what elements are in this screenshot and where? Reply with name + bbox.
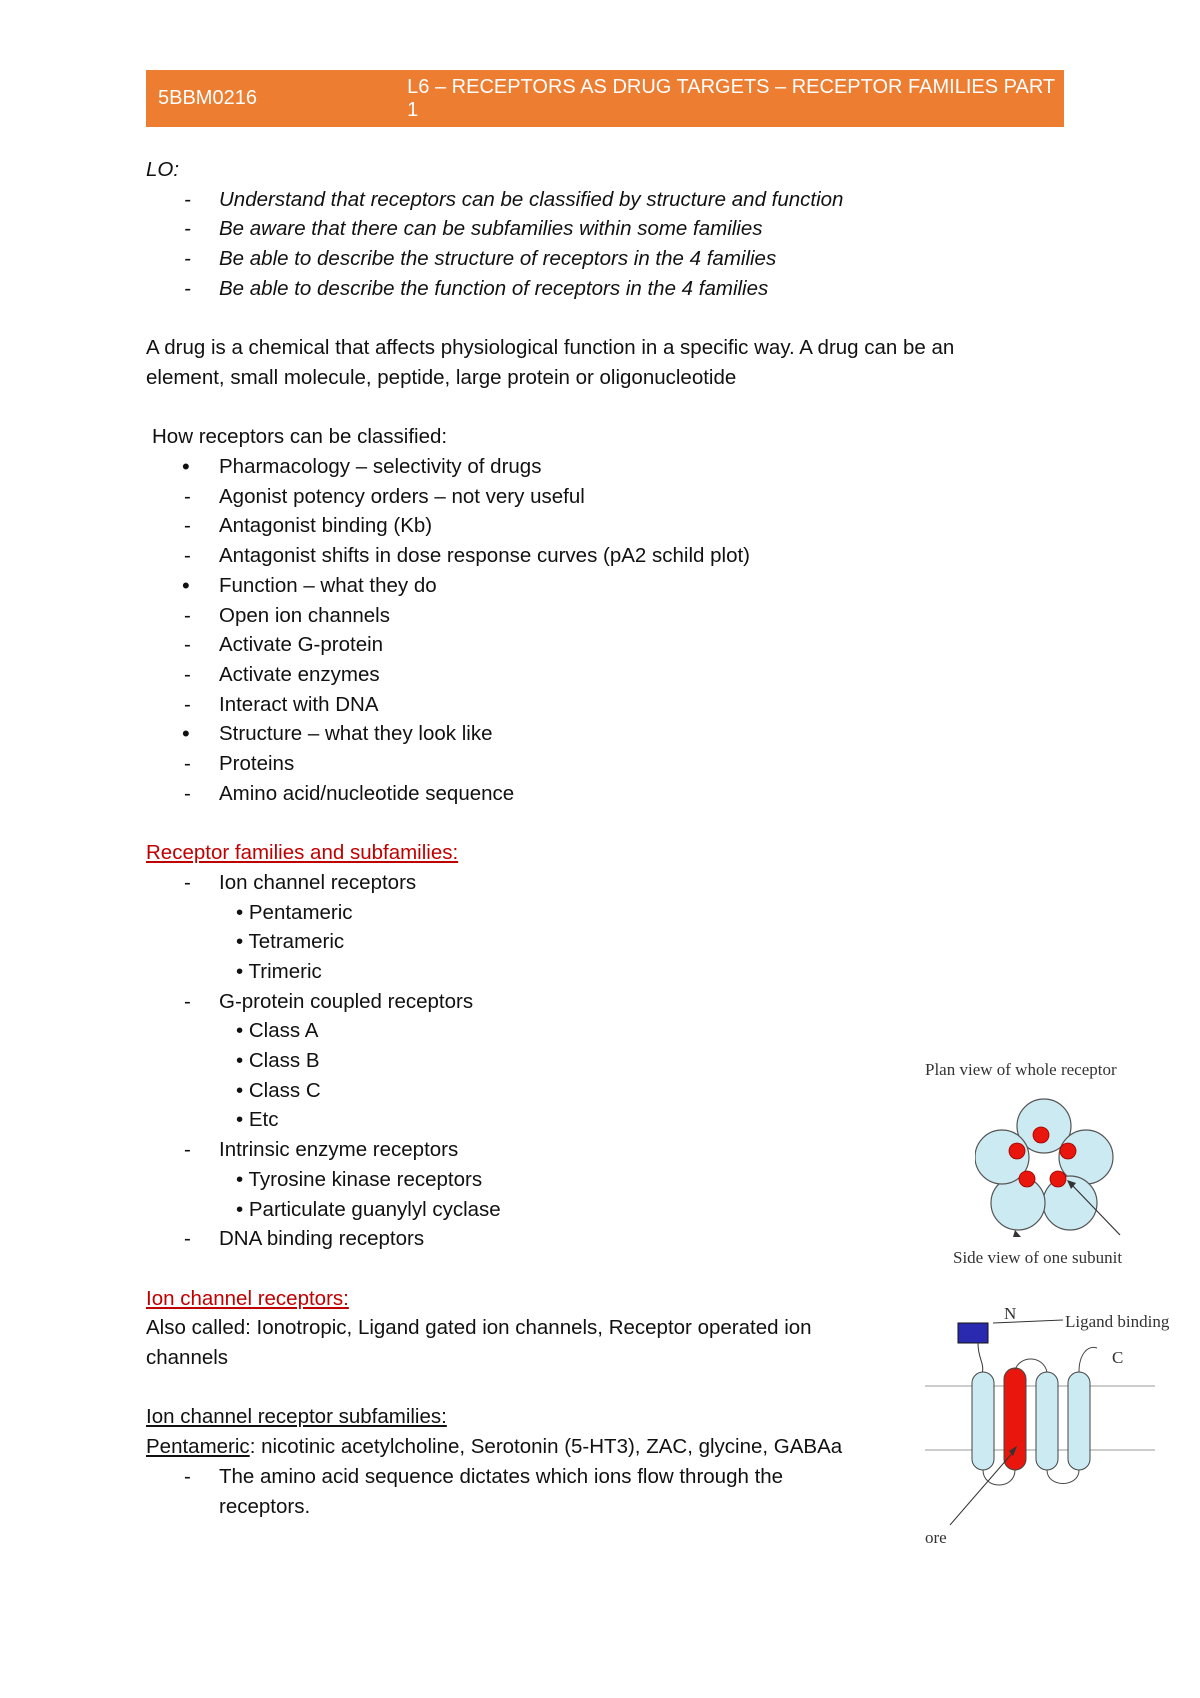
classification-subitem: - Proteins [184, 752, 295, 776]
ion-channel-heading: Ion channel receptors: [146, 1286, 349, 1310]
classification-bullet: • Structure – what they look like [182, 721, 493, 747]
side-view-diagram [925, 1300, 1165, 1550]
classification-subitem: - Amino acid/nucleotide sequence [184, 781, 515, 805]
binding-site [1033, 1127, 1049, 1143]
family-enzyme: - Intrinsic enzyme receptors [184, 1138, 459, 1162]
helix-segment [1036, 1372, 1058, 1470]
lo-item: - Be aware that there can be subfamilies within some families [184, 217, 763, 241]
subfamily-item: • Etc [236, 1108, 279, 1132]
lo-item: - Understand that receptors can be classified by structure and function [184, 187, 844, 211]
n-terminus-chain [978, 1343, 983, 1375]
loop [1047, 1470, 1079, 1484]
c-terminus-label: C [1112, 1348, 1124, 1367]
pentameric-label: Pentameric [146, 1435, 250, 1459]
subfamily-item: • Tetrameric [236, 930, 345, 954]
ligand-box [958, 1323, 988, 1343]
binding-site [1019, 1171, 1035, 1187]
lo-label: LO: [146, 158, 180, 181]
classification-subitem: - Open ion channels [184, 603, 390, 627]
helix-segment [972, 1372, 994, 1470]
side-view-label: Side view of one subunit [953, 1248, 1123, 1267]
classification-subitem: - Agonist potency orders – not very useful [184, 484, 585, 508]
subfamily-item: • Pentameric [236, 900, 353, 924]
plan-view-diagram [975, 1095, 1125, 1240]
pointer-arrowhead [1013, 1230, 1021, 1237]
document-header [146, 70, 1064, 127]
family-gpcr: - G-protein coupled receptors [184, 989, 474, 1013]
helix-segment [1068, 1372, 1090, 1470]
pore-helix-segment [1004, 1368, 1026, 1470]
course-code: 5BBM0216 [158, 87, 257, 109]
family-ion-channel: - Ion channel receptors [184, 870, 417, 894]
classification-heading: How receptors can be classified: [152, 425, 448, 449]
pore-label: ore [925, 1528, 947, 1547]
subfamily-item: • Particulate guanylyl cyclase [236, 1197, 501, 1221]
subfamily-item: • Class C [236, 1078, 321, 1102]
subfamilies-heading: Ion channel receptor subfamilies: [146, 1405, 447, 1429]
ligand-binding-label: Ligand binding [1065, 1312, 1170, 1331]
families-heading: Receptor families and subfamilies: [146, 841, 459, 865]
lecture-title: L6 – RECEPTORS AS DRUG TARGETS – RECEPTOR FAMILIES PART 1 [407, 75, 1055, 121]
binding-site [1050, 1171, 1066, 1187]
classification-subitem: - Activate G-protein [184, 633, 384, 657]
pentameric-text: : nicotinic acetylcholine, Serotonin (5-HT3), ZAC, glycine, GABAa [249, 1435, 843, 1459]
amino-acid-note: - The amino acid sequence dictates which ions flow through the receptors. [184, 1464, 784, 1518]
family-dna: - DNA binding receptors [184, 1227, 425, 1251]
classification-subitem: - Interact with DNA [184, 692, 379, 716]
subfamily-item: • Class A [236, 1019, 319, 1043]
classification-bullet: • Function – what they do [182, 572, 437, 598]
subfamily-item: • Tyrosine kinase receptors [236, 1167, 483, 1191]
classification-subitem: - Activate enzymes [184, 662, 380, 686]
lo-item: - Be able to describe the function of receptors in the 4 families [184, 276, 769, 300]
loop [983, 1470, 1015, 1485]
subfamily-item: • Trimeric [236, 959, 322, 983]
lo-item: - Be able to describe the structure of receptors in the 4 families [184, 247, 777, 271]
drug-definition-line-2: element, small molecule, peptide, large protein or oligonucleotide [146, 365, 737, 389]
subfamily-item: • Class B [236, 1049, 320, 1073]
classification-subitem: - Antagonist shifts in dose response curves (pA2 schild plot) [184, 544, 750, 568]
plan-view-label: Plan view of whole receptor [925, 1060, 1117, 1079]
binding-site [1009, 1143, 1025, 1159]
c-terminus-chain [1079, 1347, 1097, 1372]
classification-subitem: - Antagonist binding (Kb) [184, 514, 433, 538]
pentameric-line [146, 1432, 906, 1462]
drug-definition-line-1: A drug is a chemical that affects physiological function in a specific way. A drug can be an [146, 336, 955, 360]
classification-bullet: • Pharmacology – selectivity of drugs [182, 454, 542, 479]
classification-list [146, 452, 906, 808]
document-body [146, 155, 955, 1521]
binding-site [1060, 1143, 1076, 1159]
n-terminus-label: N [1004, 1304, 1017, 1323]
also-called-text: Also called: Ionotropic, Ligand gated ion channels, Receptor operated ion channels [146, 1316, 812, 1370]
